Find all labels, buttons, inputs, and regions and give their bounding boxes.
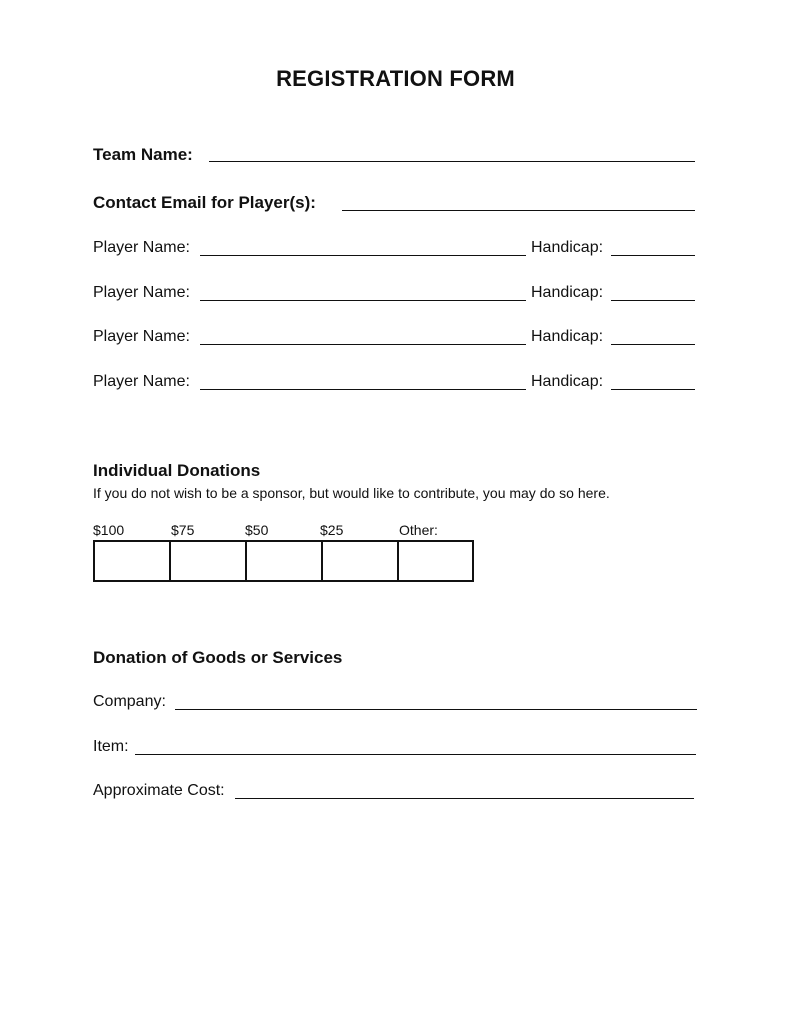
company-field[interactable] [175,709,697,710]
handicap-label: Handicap: [531,284,604,301]
handicap-label: Handicap: [531,239,604,256]
item-label: Item: [93,738,129,755]
company-label: Company: [93,693,166,710]
donations-description: If you do not wish to be a sponsor, but would like to contribute, you may do so here. [93,485,610,501]
handicap-field[interactable] [611,255,695,256]
amount-label-75: $75 [171,522,195,538]
player-name-label: Player Name: [93,328,190,345]
approximate-cost-label: Approximate Cost: [93,782,225,799]
handicap-label: Handicap: [531,328,604,345]
donations-heading: Individual Donations [93,461,261,480]
player-name-field[interactable] [200,255,526,256]
player-name-label: Player Name: [93,284,190,301]
team-name-label: Team Name: [93,145,193,164]
amount-label-other: Other: [399,522,438,538]
item-field[interactable] [135,754,696,755]
player-name-field[interactable] [200,389,526,390]
handicap-field[interactable] [611,389,695,390]
amount-label-25: $25 [320,522,344,538]
player-name-label: Player Name: [93,239,190,256]
team-name-field[interactable] [209,161,695,162]
amount-box-100[interactable] [93,540,171,582]
contact-email-label: Contact Email for Player(s): [93,193,316,212]
handicap-field[interactable] [611,344,695,345]
player-name-field[interactable] [200,344,526,345]
amount-box-25[interactable] [321,540,399,582]
player-name-field[interactable] [200,300,526,301]
page-title: REGISTRATION FORM [276,66,515,91]
amount-box-other[interactable] [397,540,474,582]
goods-heading: Donation of Goods or Services [93,648,343,667]
contact-email-field[interactable] [342,210,695,211]
handicap-label: Handicap: [531,373,604,390]
amount-box-50[interactable] [245,540,323,582]
amount-label-50: $50 [245,522,269,538]
amount-label-100: $100 [93,522,125,538]
approximate-cost-field[interactable] [235,798,694,799]
player-name-label: Player Name: [93,373,190,390]
handicap-field[interactable] [611,300,695,301]
amount-box-75[interactable] [169,540,247,582]
